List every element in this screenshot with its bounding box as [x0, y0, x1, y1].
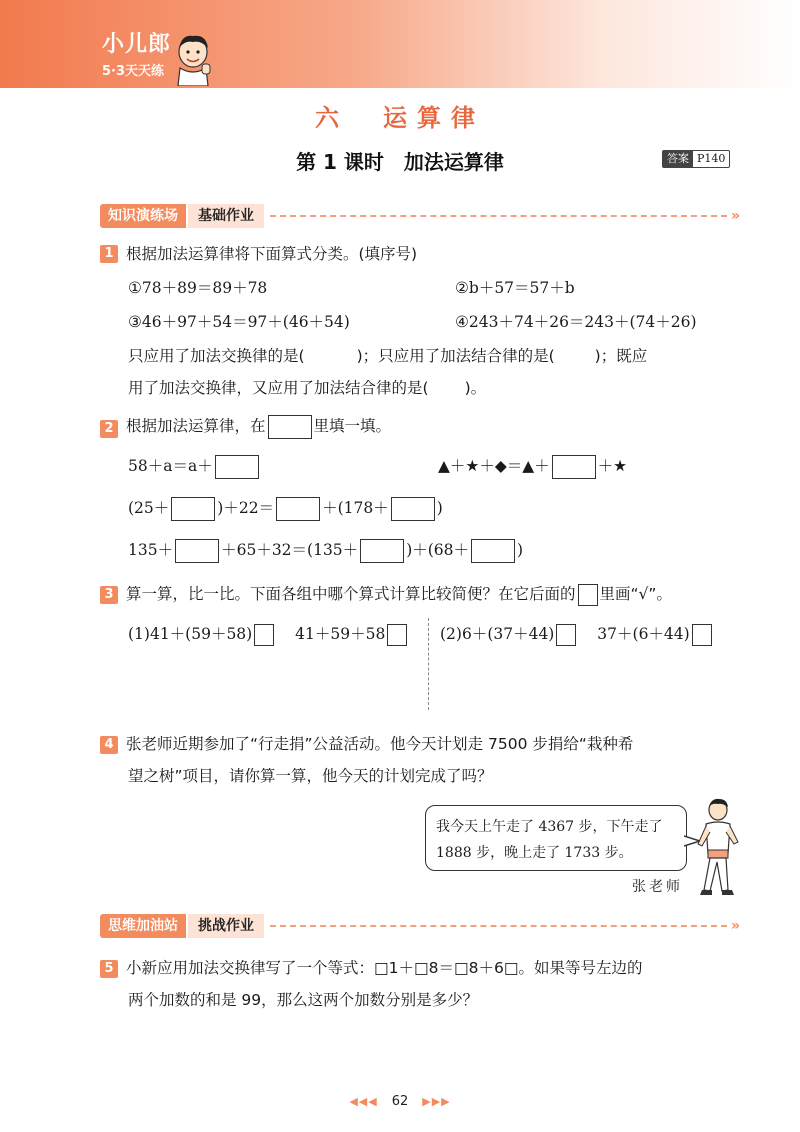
q2-eq-2: [438, 454, 627, 479]
answer-label: 答案: [663, 151, 693, 167]
group-divider: [428, 618, 429, 710]
expr-text: (2)6＋(37＋44): [440, 625, 555, 643]
q2-eq-1: [128, 454, 261, 479]
q1-answer-line-2: [128, 376, 486, 398]
section-basic: [100, 204, 740, 228]
q1-text: )。: [464, 379, 487, 397]
check-box[interactable]: [556, 624, 576, 646]
fill-box[interactable]: [552, 455, 596, 479]
double-chevron-icon: »: [730, 208, 740, 224]
q2-eq-3: [128, 496, 443, 521]
expr-text: 41＋59＋58: [295, 625, 386, 643]
prompt-box-icon: [268, 415, 312, 439]
unit-title: 六 运算律: [315, 104, 485, 132]
q1-text: )；只应用了加法结合律的是(: [356, 347, 555, 365]
speaker-name: 张老师: [632, 879, 683, 895]
eq-text: ): [517, 541, 524, 559]
q2-prompt-start: 根据加法运算律，在: [126, 417, 266, 435]
q2-prompt-end: 里填一填。: [313, 417, 392, 435]
q3-prompt-end: 里画“√”。: [599, 585, 672, 603]
bubble-line-2: 1888 步，晚上走了 1733 步。: [436, 845, 633, 861]
prompt-box-icon: [578, 584, 598, 606]
q3-prompt: [126, 582, 672, 606]
q1-text: 用了加法交换律，又应用了加法结合律的是(: [128, 379, 429, 397]
answer-reference-badge: [662, 150, 730, 168]
fill-box[interactable]: [276, 497, 320, 521]
brand-name: 小儿郎: [102, 32, 172, 57]
answer-page: P140: [697, 152, 726, 165]
q2-prompt: [126, 414, 391, 439]
mascot-boy-icon: [168, 30, 218, 86]
check-box[interactable]: [692, 624, 712, 646]
eq-text: ＋65＋32＝(135＋: [221, 541, 359, 559]
question-number: 2: [100, 420, 118, 438]
eq-text: (25＋: [128, 499, 170, 517]
section-tag: 知识演练场: [100, 204, 186, 228]
section-tag: 思维加油站: [100, 914, 186, 938]
lesson-title: 第 1 课时 加法运算律: [296, 150, 504, 174]
q3-group-2: [440, 622, 714, 646]
eq-text: ▲＋★＋◆＝▲＋: [438, 457, 550, 475]
q1-item-3: ③46＋97＋54＝97＋(46＋54): [128, 313, 350, 331]
bubble-line-1: 我今天上午走了 4367 步，下午走了: [436, 819, 663, 835]
fill-box[interactable]: [215, 455, 259, 479]
double-chevron-icon: »: [730, 918, 740, 934]
brand-logo: [102, 34, 171, 79]
right-arrows-icon: ▶▶▶: [422, 1095, 451, 1108]
speech-bubble: [425, 805, 687, 871]
section-divider: [270, 925, 727, 927]
fill-box[interactable]: [175, 539, 219, 563]
expr-text: (1)41＋(59＋58): [128, 625, 253, 643]
fill-box[interactable]: [471, 539, 515, 563]
q5-line-1: 小新应用加法交换律写了一个等式：□1＋□8＝□8＋6□。如果等号左边的: [126, 959, 643, 977]
eq-text: ＋(178＋: [322, 499, 389, 517]
section-divider: [270, 215, 727, 217]
fill-box[interactable]: [171, 497, 215, 521]
fill-box[interactable]: [360, 539, 404, 563]
eq-text: ＋★: [597, 457, 628, 475]
eq-text: ): [436, 499, 443, 517]
page-number: 62: [391, 1094, 409, 1109]
q4-line-1: 张老师近期参加了“行走捐”公益活动。他今天计划走 7500 步捐给“栽种希: [126, 735, 634, 753]
left-arrows-icon: ◀◀◀: [349, 1095, 378, 1108]
q2-eq-4: [128, 538, 523, 563]
question-number: 1: [100, 245, 118, 263]
brand-subtitle: 5·3天天练: [102, 64, 165, 79]
eq-text: 135＋: [128, 541, 174, 559]
q1-item-1: ①78＋89＝89＋78: [128, 279, 268, 297]
q1-text: 只应用了加法交换律的是(: [128, 347, 305, 365]
page-footer: [0, 1094, 800, 1109]
fill-box[interactable]: [391, 497, 435, 521]
section-challenge: [100, 914, 740, 938]
section-subtitle: 基础作业: [188, 204, 264, 228]
expr-text: 37＋(6＋44): [597, 625, 690, 643]
check-box[interactable]: [387, 624, 407, 646]
q1-answer-line-1: [128, 344, 647, 366]
q4-line-2: 望之树”项目，请你算一算，他今天的计划完成了吗？: [128, 767, 493, 785]
eq-text: )＋22＝: [217, 499, 275, 517]
q1-item-2: ②b＋57＝57＋b: [455, 279, 575, 297]
q3-prompt-start: 算一算，比一比。下面各组中哪个算式计算比较简便？在它后面的: [126, 585, 576, 603]
q1-item-4: ④243＋74＋26＝243＋(74＋26): [455, 313, 697, 331]
section-subtitle: 挑战作业: [188, 914, 264, 938]
eq-text: )＋(68＋: [406, 541, 470, 559]
eq-text: 58＋a＝a＋: [128, 457, 213, 475]
question-number: 4: [100, 736, 118, 754]
q3-group-1: [128, 622, 409, 646]
q5-line-2: 两个加数的和是 99，那么这两个加数分别是多少？: [128, 991, 479, 1009]
question-number: 5: [100, 960, 118, 978]
check-box[interactable]: [254, 624, 274, 646]
q1-prompt: 根据加法运算律将下面算式分类。(填序号): [126, 245, 418, 263]
question-number: 3: [100, 586, 118, 604]
teacher-figure-icon: [692, 796, 744, 898]
q1-text: )；既应: [594, 347, 648, 365]
